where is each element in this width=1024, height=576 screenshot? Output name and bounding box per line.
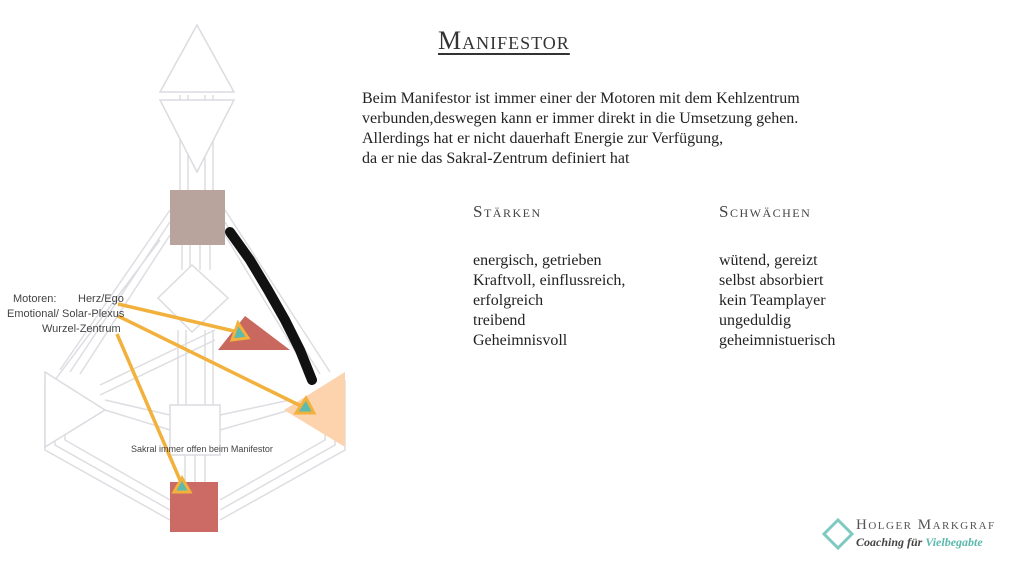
intro-line: da er nie das Sakral-Zentrum definiert hat	[362, 150, 630, 167]
logo-tagline-a: Coaching für	[856, 535, 923, 549]
list-item: treibend	[473, 312, 526, 329]
throat-connection-line	[230, 232, 312, 380]
weaknesses-heading: Schwächen	[719, 202, 812, 221]
list-item: geheimnistuerisch	[719, 332, 836, 349]
motors-label: Motoren:	[13, 293, 57, 305]
list-item: selbst absorbiert	[719, 272, 824, 289]
list-item: ungeduldig	[719, 312, 791, 329]
list-item: Geheimnisvoll	[473, 332, 568, 349]
intro-line: Allerdings hat er nicht dauerhaft Energie zur Verfügung,	[362, 130, 724, 147]
intro-text	[362, 89, 922, 169]
list-item: energisch, getrieben	[473, 252, 602, 269]
motor-root-label: Wurzel-Zentrum	[42, 323, 121, 335]
sacral-note: Sakral immer offen beim Manifestor	[131, 444, 273, 454]
bodygraph-diagram	[0, 0, 400, 576]
logo-diamond-icon	[822, 518, 854, 550]
root-marker-icon	[174, 478, 190, 492]
list-item: wütend, gereizt	[719, 252, 818, 269]
list-item: kein Teamplayer	[719, 292, 826, 309]
throat-center	[170, 190, 225, 245]
intro-line: verbunden,deswegen kann er immer direkt in die Umsetzung gehen.	[362, 110, 799, 127]
strengths-list	[473, 251, 625, 351]
motor-heart-label: Herz/Ego	[78, 293, 124, 305]
list-item: erfolgreich	[473, 292, 544, 309]
head-center	[160, 25, 234, 92]
page-title: Manifestor	[438, 26, 570, 55]
motor-solar-plexus-label: Emotional/ Solar-Plexus	[7, 308, 125, 320]
logo-tagline-b: Vielbegabte	[925, 535, 983, 549]
weaknesses-list	[719, 251, 835, 351]
intro-line: Beim Manifestor ist immer einer der Motoren mit dem Kehlzentrum	[362, 90, 800, 107]
list-item: Kraftvoll, einflussreich,	[473, 272, 626, 289]
strengths-heading: Stärken	[473, 202, 542, 221]
logo-name: Holger Markgraf	[856, 517, 996, 533]
logo-tagline	[856, 535, 983, 550]
spleen-center	[45, 372, 105, 447]
ajna-center	[160, 100, 234, 172]
heart-center	[218, 316, 290, 350]
